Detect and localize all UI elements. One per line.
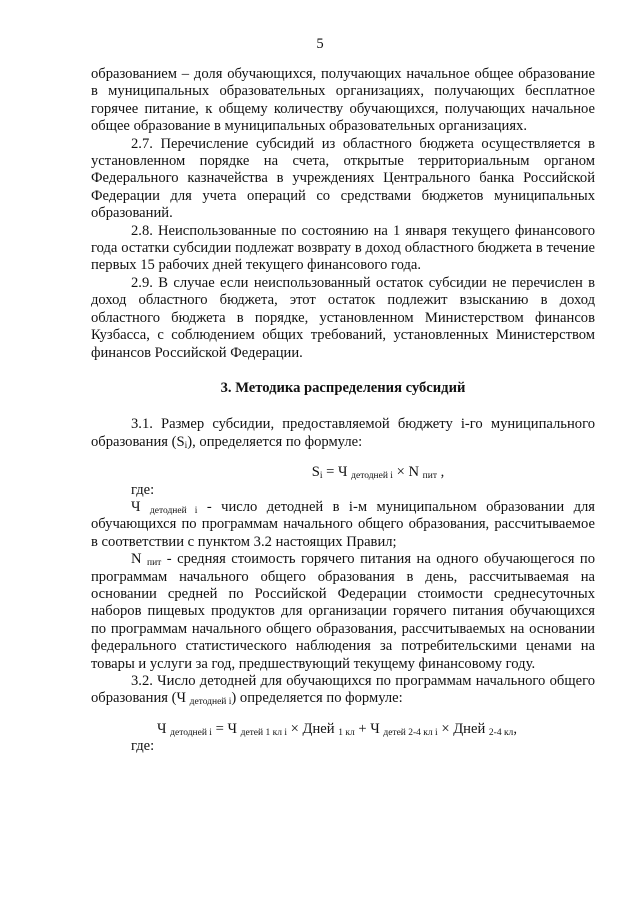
formula2-t1: Ч	[157, 720, 171, 737]
formula1-s-sub: i	[319, 471, 323, 482]
paragraph-3-1	[91, 416, 595, 451]
formula2-t4: + Ч	[354, 720, 384, 737]
p32-text-b: ) определяется по формуле:	[231, 690, 403, 707]
definition-n	[91, 551, 595, 673]
formula2-t6: ,	[513, 720, 517, 737]
paragraph-continuation: образованием – доля обучающихся, получающих начальное общее образование в муниципальных образовательных организациях, получающих бесплатное горячее питание, к общему количеству обучающихся, получающих начальное общее образование в муниципальных образовательных организациях.	[91, 66, 595, 135]
formula1-times: × N	[392, 464, 423, 481]
formula1-eq: = Ч	[322, 464, 352, 481]
formula1-end: ,	[436, 464, 445, 481]
def-n-text: - средняя стоимость горячего питания на одного обучающегося по программам начального общего образования в день, рассчитываемая на основании средней по Российской Федерации стоимости среднесуточных наборов пищевых продуктов для организации горячего питания обучающихся по программам начального общего образования, рассчитываемых на основании федерального статистического наблюдения за потребительскими ценами на товары и услуги за год, предшествующий текущему финансовому году.	[91, 551, 595, 672]
formula1-s: S	[311, 464, 320, 481]
paragraph-2-9: 2.9. В случае если неиспользованный остаток субсидии не перечислен в доход областного бюджета, этот остаток подлежит взысканию в доход областного бюджета в порядке, установленном Министерством финансов Кузбасса, с соблюдением общих требований, установленных Министерством финансов Российской Федерации.	[91, 274, 595, 361]
formula2-s2: детей 1 кл i	[240, 727, 287, 738]
formula1-n-sub: пит	[422, 471, 437, 482]
formula-child-days	[91, 721, 595, 738]
formula2-s3: 1 кл	[338, 727, 355, 738]
formula2-s1: детодней i	[170, 727, 212, 738]
paragraph-2-8: 2.8. Неиспользованные по состоянию на 1 января текущего финансового года остатки субсидии подлежат возврату в доход областного бюджета в течение первых 15 рабочих дней текущего финансового года.	[91, 222, 595, 274]
p31-subscript: i	[184, 440, 188, 451]
def-ch-sub: детодней i	[149, 505, 198, 516]
formula2-s4: детей 2-4 кл i	[383, 727, 438, 738]
formula2-s5: 2-4 кл	[488, 727, 514, 738]
def-ch-text: - число детодней в i-м муниципальном образовании для обучающихся по программам начального общего образования, рассчитываемое в соответствии с пунктом 3.2 настоящих Правил;	[91, 498, 595, 550]
where-label-1: где:	[131, 481, 155, 498]
formula2-t2: = Ч	[211, 720, 241, 737]
paragraph-3-2	[91, 673, 595, 708]
body-text	[91, 66, 595, 756]
p31-text-a: 3.1. Размер субсидии, предоставляемой бюджету i-го муниципального образования (S	[91, 416, 595, 450]
where-label-2: где:	[131, 738, 155, 755]
paragraph-2-7: 2.7. Перечисление субсидий из областного бюджета осуществляется в установленном порядке на счета, открытые территориальным органом Федерального казначейства в учреждениях Центрального банка Российской Федерации для учета операций со средствами бюджетов муниципальных образований.	[91, 135, 595, 222]
p32-subscript: детодней i	[189, 697, 232, 708]
p31-text-b: ), определяется по формуле:	[187, 433, 363, 450]
def-n-symbol: N	[131, 551, 148, 568]
def-n-sub: пит	[147, 558, 162, 569]
definition-ch	[91, 499, 595, 551]
def-ch-symbol: Ч	[131, 498, 150, 515]
formula1-ch-sub: детодней i	[351, 471, 393, 482]
section-heading: 3. Методика распределения субсидий	[220, 379, 466, 396]
formula2-t3: × Дней	[286, 720, 339, 737]
formula2-t5: × Дней	[437, 720, 489, 737]
page-number: 5	[316, 36, 324, 52]
p32-text-a: 3.2. Число детодней для обучающихся по программам начального общего образования (Ч	[91, 673, 595, 707]
formula-subsidy	[91, 464, 595, 481]
